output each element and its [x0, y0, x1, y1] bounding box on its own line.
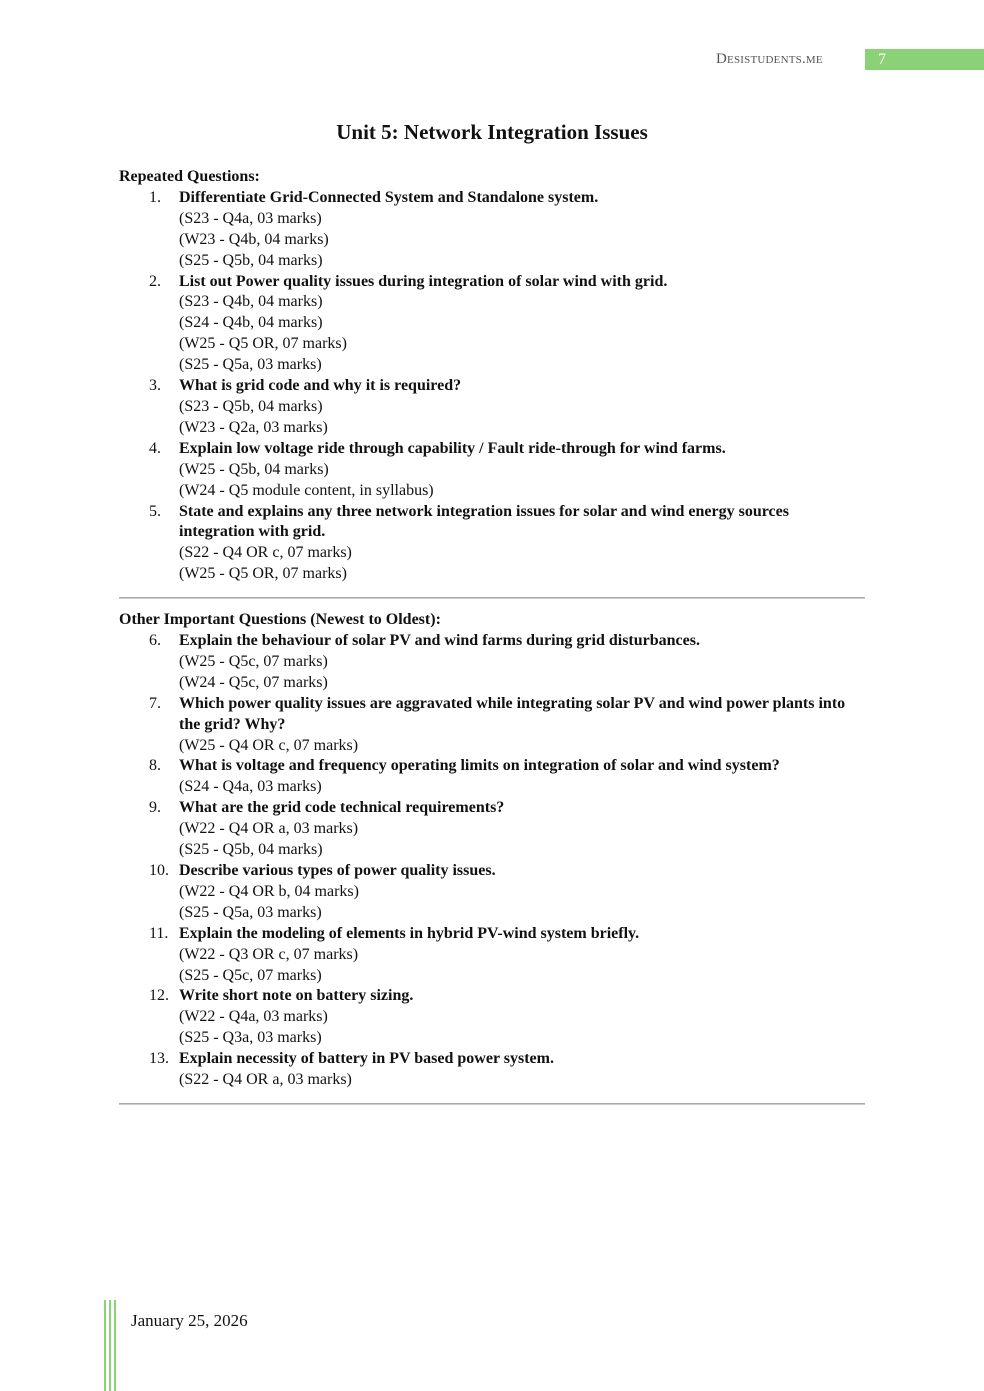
question-item	[119, 694, 865, 757]
question-item	[119, 631, 865, 694]
exam-reference: (S22 - Q4 OR c, 07 marks)	[179, 544, 352, 562]
exam-reference: (W23 - Q2a, 03 marks)	[179, 418, 328, 436]
question-text: What is voltage and frequency operating limits on integration of solar and wind system?	[179, 757, 780, 775]
exam-reference: (S25 - Q5a, 03 marks)	[179, 903, 322, 921]
page-number-badge: 7	[865, 49, 984, 70]
exam-reference: (S23 - Q5b, 04 marks)	[179, 397, 323, 415]
question-number: 12.	[149, 987, 169, 1005]
question-text: Describe various types of power quality issues.	[179, 862, 496, 879]
question-item	[119, 272, 865, 377]
section-divider	[119, 1103, 865, 1105]
question-text: State and explains any three network integration issues for solar and wind energy sources integration with grid.	[179, 502, 789, 541]
question-number: 4.	[149, 439, 161, 457]
footer-decorative-bars	[104, 1300, 118, 1391]
question-text: Write short note on battery sizing.	[179, 987, 414, 1005]
question-text: Explain necessity of battery in PV based power system.	[179, 1050, 554, 1068]
exam-reference: (S24 - Q4b, 04 marks)	[179, 314, 323, 332]
exam-reference: (W25 - Q4 OR c, 07 marks)	[179, 736, 359, 754]
question-number: 8.	[149, 757, 161, 775]
exam-reference: (S22 - Q4 OR a, 03 marks)	[179, 1071, 352, 1089]
page-title: Unit 5: Network Integration Issues	[336, 120, 648, 144]
question-text: Explain the behaviour of solar PV and wind farms during grid disturbances.	[179, 632, 700, 650]
question-text: Differentiate Grid-Connected System and Standalone system.	[179, 188, 599, 206]
exam-reference: (W22 - Q4a, 03 marks)	[179, 1008, 328, 1026]
exam-reference: (S25 - Q5a, 03 marks)	[179, 356, 322, 374]
header-brand: Desistudents.me	[716, 51, 823, 67]
question-item	[119, 439, 865, 502]
question-number: 11.	[149, 924, 169, 942]
section-heading: Other Important Questions (Newest to Oldest):	[119, 611, 441, 629]
question-text: Explain the modeling of elements in hybrid PV-wind system briefly.	[179, 924, 640, 942]
question-item	[119, 986, 865, 1049]
exam-reference: (W25 - Q5 OR, 07 marks)	[179, 335, 347, 353]
exam-reference: (S25 - Q5b, 04 marks)	[179, 841, 323, 859]
exam-reference: (W25 - Q5b, 04 marks)	[179, 460, 329, 478]
exam-reference: (S25 - Q5b, 04 marks)	[179, 251, 323, 269]
question-number: 1.	[149, 188, 161, 206]
question-number: 3.	[149, 377, 161, 395]
question-number: 5.	[149, 502, 161, 520]
question-number: 7.	[149, 694, 161, 712]
section-divider	[119, 597, 865, 599]
question-number: 9.	[149, 799, 161, 817]
section-heading: Repeated Questions:	[119, 168, 260, 185]
document-body	[119, 167, 865, 1116]
exam-reference: (W24 - Q5c, 07 marks)	[179, 673, 328, 691]
exam-reference: (W23 - Q4b, 04 marks)	[179, 230, 329, 248]
question-item	[119, 861, 865, 924]
exam-reference: (W22 - Q4 OR a, 03 marks)	[179, 820, 359, 838]
exam-reference: (S24 - Q4a, 03 marks)	[179, 778, 322, 796]
exam-reference: (W22 - Q3 OR c, 07 marks)	[179, 945, 359, 963]
question-number: 6.	[149, 632, 161, 650]
exam-reference: (S23 - Q4b, 04 marks)	[179, 293, 323, 311]
exam-reference: (S25 - Q3a, 03 marks)	[179, 1029, 322, 1047]
exam-reference: (W25 - Q5c, 07 marks)	[179, 652, 328, 670]
question-text: List out Power quality issues during integration of solar wind with grid.	[179, 272, 668, 290]
question-item	[119, 188, 865, 272]
question-number: 13.	[149, 1050, 169, 1068]
question-number: 2.	[149, 272, 161, 290]
question-item	[119, 376, 865, 439]
exam-reference: (W24 - Q5 module content, in syllabus)	[179, 481, 434, 499]
question-text: What is grid code and why it is required?	[179, 377, 462, 395]
exam-reference: (W22 - Q4 OR b, 04 marks)	[179, 882, 359, 900]
exam-reference: (W25 - Q5 OR, 07 marks)	[179, 565, 347, 583]
question-item	[119, 798, 865, 861]
question-item	[119, 924, 865, 987]
question-text: Which power quality issues are aggravated while integrating solar PV and wind power plants into the grid? Why?	[179, 694, 846, 733]
exam-reference: (S23 - Q4a, 03 marks)	[179, 209, 322, 227]
question-text: What are the grid code technical requirements?	[179, 799, 505, 817]
question-item	[119, 1049, 865, 1091]
question-item	[119, 502, 865, 586]
question-number: 10.	[149, 862, 169, 879]
exam-reference: (S25 - Q5c, 07 marks)	[179, 966, 322, 984]
question-item	[119, 756, 865, 798]
question-text: Explain low voltage ride through capability / Fault ride-through for wind farms.	[179, 439, 726, 457]
footer-date: January 25, 2026	[131, 1311, 248, 1330]
